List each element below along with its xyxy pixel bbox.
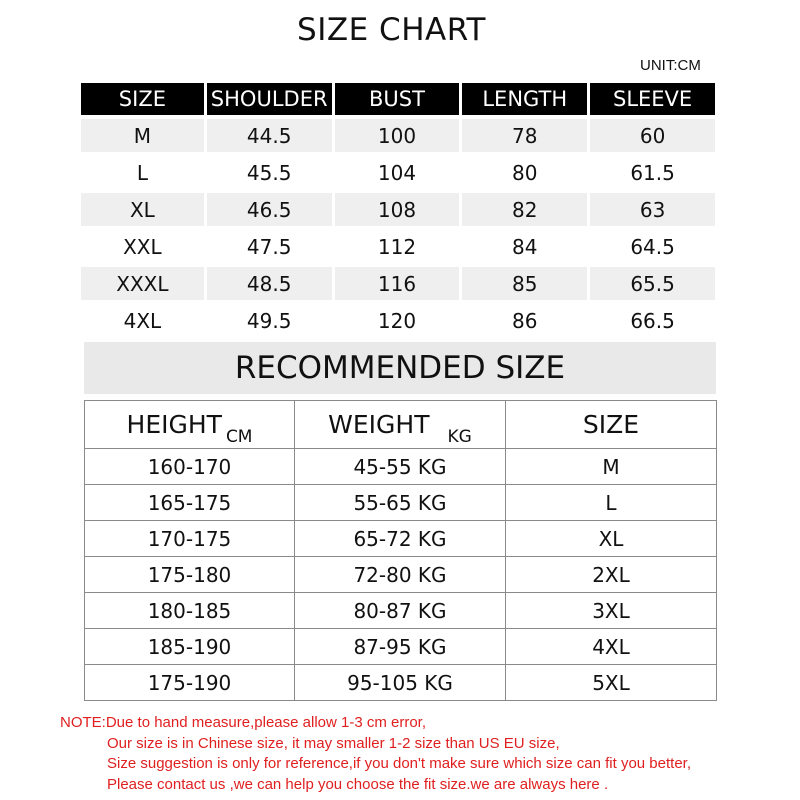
- cell: 108: [335, 193, 460, 226]
- cell: 5XL: [506, 665, 717, 701]
- table-row: [85, 449, 717, 485]
- cell: 65.5: [590, 267, 715, 300]
- header-weight: [295, 401, 506, 449]
- cell: 66.5: [590, 304, 715, 337]
- cell: 78: [462, 119, 587, 152]
- size-chart-header-row: [81, 83, 715, 115]
- header-height-unit: CM: [225, 427, 253, 447]
- cell: XXL: [81, 230, 204, 263]
- cell: 100: [335, 119, 460, 152]
- header-rec-size: [506, 401, 717, 449]
- note-line: Please contact us ,we can help you choose the fit size.we are always here .: [107, 775, 609, 793]
- cell: L: [506, 485, 717, 521]
- cell: 80-87 KG: [295, 593, 506, 629]
- table-row: [85, 557, 717, 593]
- note-label: NOTE:: [60, 714, 106, 731]
- header-bust: BUST: [335, 83, 460, 115]
- cell: 60: [590, 119, 715, 152]
- recommended-size-banner: RECOMMENDED SIZE: [84, 342, 716, 394]
- header-rec-size-label: SIZE: [582, 410, 640, 439]
- header-shoulder: SHOULDER: [207, 83, 332, 115]
- table-row: [85, 629, 717, 665]
- cell: 4XL: [81, 304, 204, 337]
- cell: 72-80 KG: [295, 557, 506, 593]
- size-chart-table: [78, 79, 718, 341]
- cell: 47.5: [207, 230, 332, 263]
- cell: 185-190: [85, 629, 295, 665]
- cell: 4XL: [506, 629, 717, 665]
- table-row: [81, 156, 715, 189]
- cell: 45-55 KG: [295, 449, 506, 485]
- cell: 45.5: [207, 156, 332, 189]
- header-height: [85, 401, 295, 449]
- table-row: [81, 304, 715, 337]
- note-block: [60, 713, 795, 795]
- cell: 85: [462, 267, 587, 300]
- cell: 3XL: [506, 593, 717, 629]
- table-row: [85, 485, 717, 521]
- unit-label: UNIT:CM: [640, 57, 701, 74]
- cell: XL: [506, 521, 717, 557]
- table-row: [81, 230, 715, 263]
- cell: 55-65 KG: [295, 485, 506, 521]
- recommended-size-table: [84, 400, 717, 701]
- size-chart-title: SIZE CHART: [297, 12, 486, 48]
- table-row: [85, 593, 717, 629]
- cell: 87-95 KG: [295, 629, 506, 665]
- note-line: Size suggestion is only for reference,if you don't make sure which size can fit you better,: [107, 755, 691, 772]
- header-length: LENGTH: [462, 83, 587, 115]
- cell: 64.5: [590, 230, 715, 263]
- cell: 104: [335, 156, 460, 189]
- recommended-header-row: [85, 401, 717, 449]
- cell: 82: [462, 193, 587, 226]
- cell: 65-72 KG: [295, 521, 506, 557]
- table-row: [85, 665, 717, 701]
- table-row: [85, 521, 717, 557]
- cell: 86: [462, 304, 587, 337]
- cell: M: [81, 119, 204, 152]
- table-row: [81, 193, 715, 226]
- cell: 49.5: [207, 304, 332, 337]
- cell: XL: [81, 193, 204, 226]
- cell: 44.5: [207, 119, 332, 152]
- cell: XXXL: [81, 267, 204, 300]
- cell: M: [506, 449, 717, 485]
- cell: 160-170: [85, 449, 295, 485]
- header-weight-label: WEIGHT: [328, 410, 430, 439]
- cell: 175-190: [85, 665, 295, 701]
- cell: 95-105 KG: [295, 665, 506, 701]
- cell: 46.5: [207, 193, 332, 226]
- cell: 180-185: [85, 593, 295, 629]
- note-line: Our size is in Chinese size, it may smaller 1-2 size than US EU size,: [107, 734, 560, 752]
- cell: 61.5: [590, 156, 715, 189]
- note-text: Due to hand measure,please allow 1-3 cm error,: [105, 714, 427, 731]
- cell: 63: [590, 193, 715, 226]
- header-height-label: HEIGHT: [126, 410, 222, 439]
- cell: 84: [462, 230, 587, 263]
- note-line: [60, 713, 795, 734]
- cell: 116: [335, 267, 460, 300]
- cell: 120: [335, 304, 460, 337]
- cell: 80: [462, 156, 587, 189]
- cell: 112: [335, 230, 460, 263]
- cell: 165-175: [85, 485, 295, 521]
- table-row: [81, 119, 715, 152]
- header-sleeve: SLEEVE: [590, 83, 715, 115]
- header-weight-unit: KG: [447, 427, 472, 447]
- table-row: [81, 267, 715, 300]
- header-size: SIZE: [81, 83, 204, 115]
- cell: 48.5: [207, 267, 332, 300]
- cell: 170-175: [85, 521, 295, 557]
- cell: 175-180: [85, 557, 295, 593]
- cell: 2XL: [506, 557, 717, 593]
- cell: L: [81, 156, 204, 189]
